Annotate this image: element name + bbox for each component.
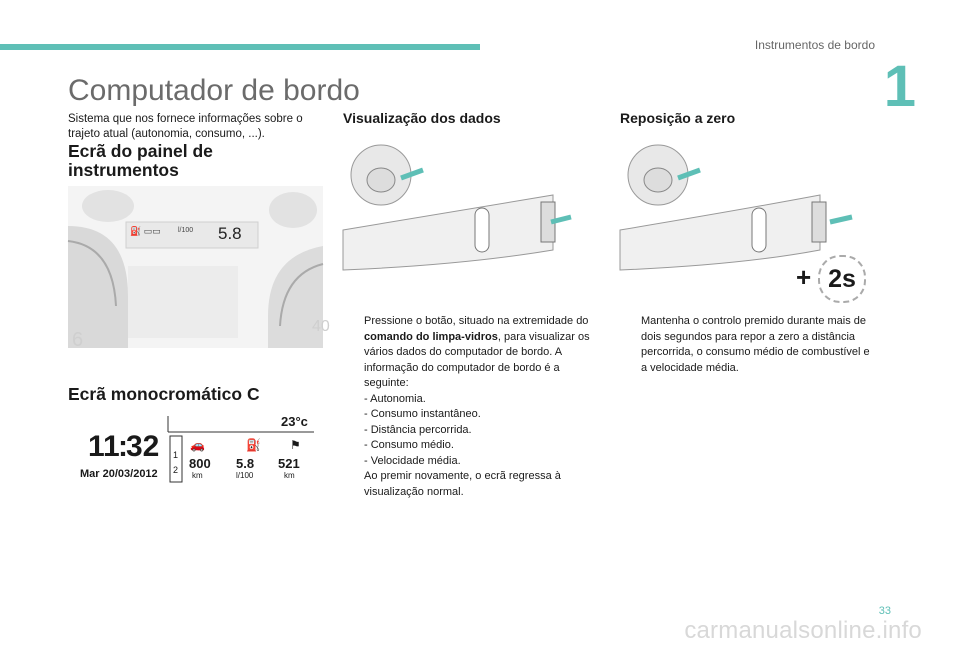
clock-hours: 11	[88, 430, 120, 463]
list-item: - Consumo instantâneo.	[364, 408, 481, 420]
reset-heading: Reposição a zero	[620, 110, 736, 126]
temperature: 23°c	[281, 414, 308, 429]
duration-badge: 2s	[818, 255, 866, 303]
wiper-stalk-illustration	[343, 140, 598, 275]
panel-heading: Ecrã do painel de instrumentos	[68, 141, 213, 180]
clock-separator: :	[118, 430, 128, 463]
svg-text:6: 6	[72, 329, 84, 351]
watermark: carmanualsonline.info	[684, 617, 922, 644]
page-number: 33	[878, 605, 891, 617]
dashboard-drawing	[68, 186, 330, 351]
display-unit: l/100	[178, 227, 194, 234]
unit-distance: km	[284, 471, 295, 480]
mono-heading: Ecrã monocromático C	[68, 384, 260, 404]
clock-minutes: 32	[126, 430, 160, 463]
fuel-pump-icon: ⛽ ▭▭	[130, 226, 161, 236]
display-heading: Visualização dos dados	[343, 110, 501, 126]
list-item: - Velocidade média.	[364, 454, 461, 467]
svg-text:40: 40	[312, 318, 330, 335]
display-value: 5.8	[218, 224, 242, 243]
value-consumption: 5.8	[236, 456, 255, 471]
mono-display-illustration	[68, 412, 318, 487]
fuel-pump-icon: ⛽	[246, 438, 261, 452]
value-distance: 521	[278, 456, 300, 471]
reset-paragraph: Mantenha o controlo premido durante mais de dois segundos para repor a zero a distância percorrida, o consumo médio de combustível e a velocidade média.	[641, 315, 870, 374]
list-item: - Distância percorrida.	[364, 423, 472, 436]
reset-instructions	[620, 314, 878, 376]
row-one: 1	[173, 450, 179, 460]
display-paragraph-2: Ao premir novamente, o ecrã regressa à visualização normal.	[364, 470, 561, 498]
row-two: 2	[173, 465, 179, 475]
car-icon: 🚗	[190, 438, 205, 452]
page-title: Computador de bordo	[68, 74, 360, 107]
instrument-panel-illustration	[68, 186, 330, 351]
unit-consumption: l/100	[236, 471, 254, 480]
data-list	[343, 392, 601, 470]
value-autonomy: 800	[189, 456, 211, 471]
intro-text: Sistema que nos fornece informações sobre o trajeto atual (autonomia, consumo, ...).	[68, 113, 303, 140]
chapter-number: 1	[883, 54, 916, 119]
list-item: - Autonomia.	[364, 392, 426, 405]
display-instructions	[343, 314, 601, 500]
unit-autonomy: km	[192, 471, 203, 480]
display-paragraph: Pressione o botão, situado na extremidade do comando do limpa-vidros, para visualizar os vários dados do computador de bordo. A informação do computador de bordo é a seguinte:	[364, 315, 590, 389]
list-item: - Consumo médio.	[364, 439, 454, 451]
section-title: Instrumentos de bordo	[754, 38, 875, 52]
reset-illustration	[620, 140, 875, 300]
date-text: Mar 20/03/2012	[80, 468, 158, 480]
header-accent-bar	[0, 44, 480, 50]
plus-sign: +	[796, 262, 812, 292]
flag-icon: ⚑	[290, 438, 301, 452]
wiper-stalk-drawing	[343, 140, 598, 275]
